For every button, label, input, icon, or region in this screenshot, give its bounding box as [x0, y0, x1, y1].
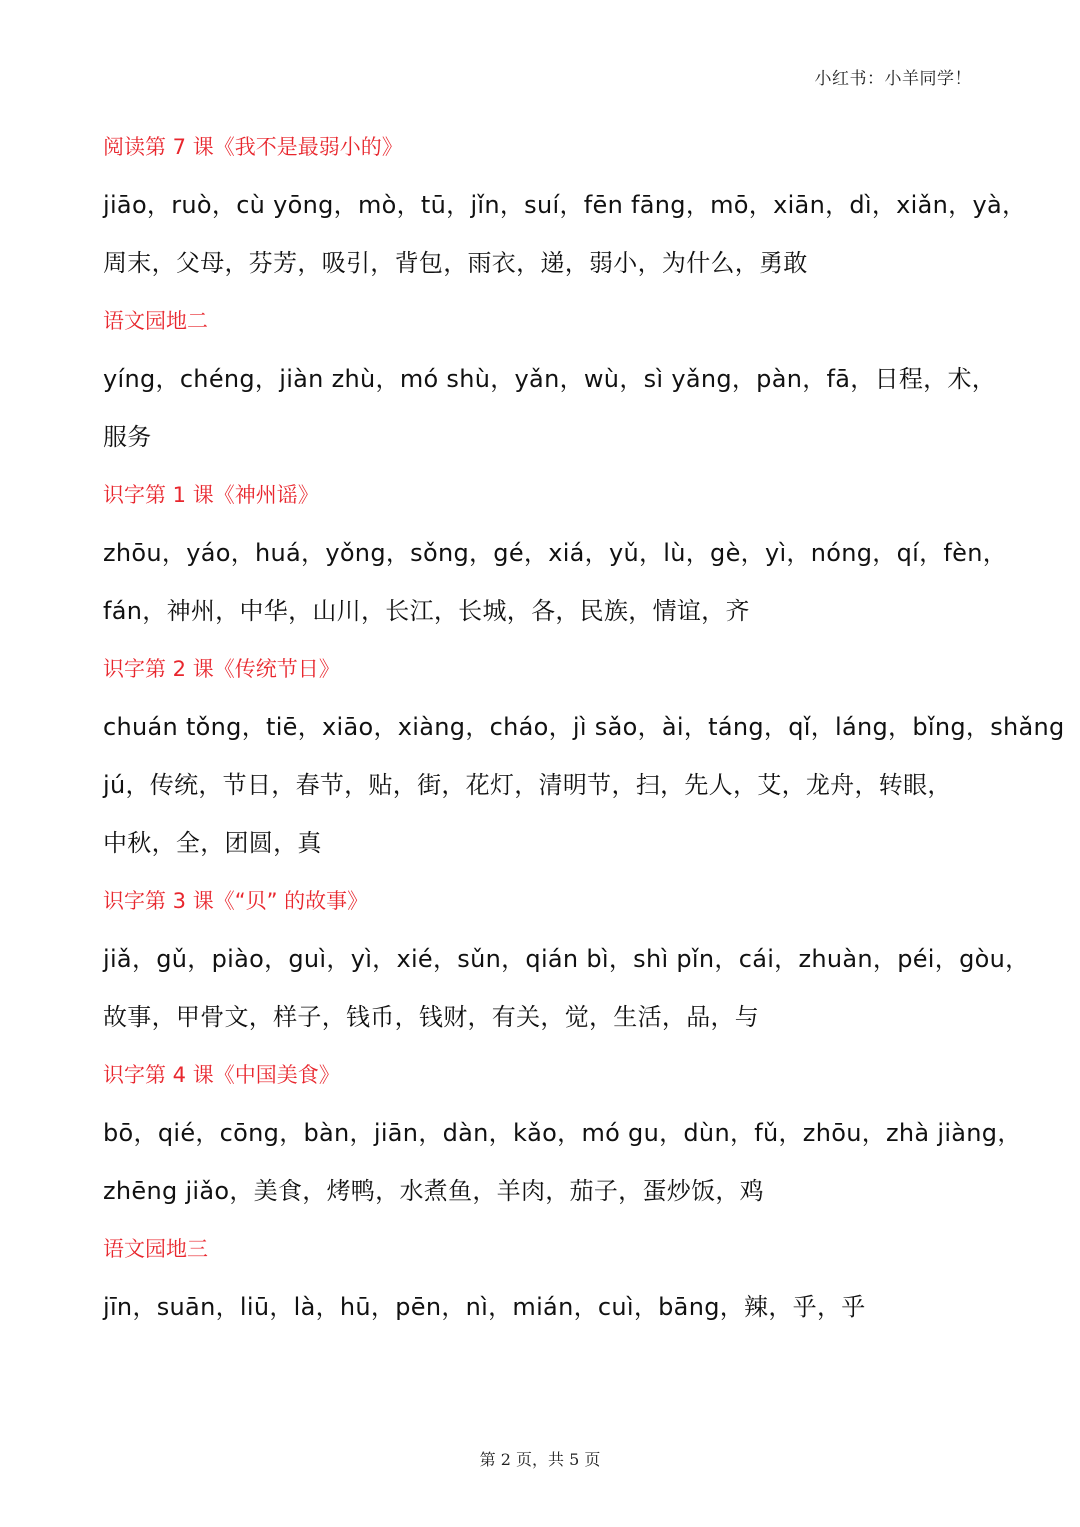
page-number: 第 2 页，共 5 页	[479, 1450, 601, 1469]
lesson-section	[103, 292, 997, 466]
section-title: 识字第 1 课《神州谣》	[103, 483, 319, 507]
vocab-line: zhēng jiǎo，美食，烤鸭，水煮鱼，羊肉，茄子，蛋炒饭，鸡	[103, 1177, 764, 1205]
lesson-section	[103, 1220, 983, 1336]
section-title: 识字第 4 课《中国美食》	[103, 1063, 340, 1087]
vocab-line: jiāo，ruò，cù yōng，mò，tū，jǐn，suí，fēn fāng，mō，xiān，dì，xiǎn，yà，	[103, 191, 1027, 219]
lesson-section	[103, 872, 1030, 1046]
section-title: 阅读第 7 课《我不是最弱小的》	[103, 135, 403, 159]
watermark-text: 小红书：小羊同学！	[814, 69, 972, 89]
lesson-section	[103, 1046, 1022, 1220]
vocab-line: bō，qié，cōng，bàn，jiān，dàn，kǎo，mó gu，dùn，fǔ，zhōu，zhà jiàng，	[103, 1119, 1022, 1147]
vocab-line: fán，神州，中华，山川，长江，长城，各，民族，情谊，齐	[103, 597, 750, 625]
vocab-line: 中秋，全，团圆，真	[103, 829, 322, 857]
section-title: 语文园地三	[103, 1237, 208, 1261]
vocab-line: 周末，父母，芬芳，吸引，背包，雨衣，递，弱小，为什么，勇敢	[103, 249, 808, 277]
lesson-section	[103, 640, 1065, 872]
vocab-line: chuán tǒng，tiē，xiāo，xiàng，cháo，jì sǎo，ài，táng，qǐ，láng，bǐng，shǎng	[103, 713, 1065, 741]
vocab-line: zhōu，yáo，huá，yǒng，sǒng，gé，xiá，yǔ，lù，gè，yì，nóng，qí，fèn，	[103, 539, 1007, 567]
lesson-section	[103, 466, 1007, 640]
vocab-line: jīn，suān，liū，là，hū，pēn，nì，mián，cuì，bāng，辣，乎，乎	[103, 1293, 866, 1321]
vocab-line: yíng，chéng，jiàn zhù，mó shù，yǎn，wù，sì yǎng，pàn，fā，日程，术，	[103, 365, 997, 393]
vocab-line: jú，传统，节日，春节，贴，街，花灯，清明节，扫，先人，艾，龙舟，转眼，	[103, 771, 952, 799]
vocab-line: 故事，甲骨文，样子，钱币，钱财，有关，觉，生活，品，与	[103, 1003, 760, 1031]
section-title: 识字第 2 课《传统节日》	[103, 657, 340, 681]
section-title: 识字第 3 课《“贝” 的故事》	[103, 889, 369, 913]
document-body	[103, 118, 1065, 1336]
lesson-section	[103, 118, 1027, 292]
section-title: 语文园地二	[103, 309, 208, 333]
vocab-line: 服务	[103, 423, 152, 451]
vocab-line: jiǎ，gǔ，piào，guì，yì，xié，sǔn，qián bì，shì pǐn，cái，zhuàn，péi，gòu，	[103, 945, 1030, 973]
